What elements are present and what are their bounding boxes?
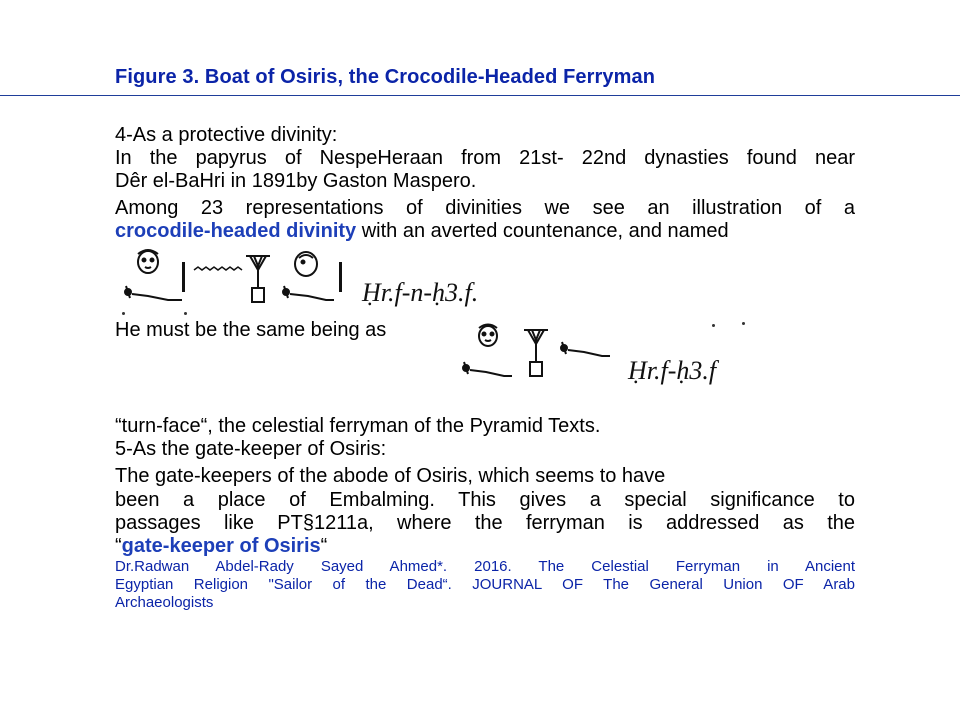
body-line: In the papyrus of NespeHeraan from 21st- 22nd dynasties found near xyxy=(115,147,855,169)
body-line: Among 23 representations of divinities we see an illustration of a xyxy=(115,197,855,219)
body-text: with an averted countenance, and named xyxy=(356,220,729,242)
reference-citation: Dr.Radwan Abdel-Rady Sayed Ahmed*. 2016. The Celestial Ferryman in Ancient xyxy=(115,558,855,575)
papyrus-hieroglyph-icon xyxy=(246,256,270,302)
stroke-hieroglyph-icon xyxy=(182,262,185,292)
face-hieroglyph-icon xyxy=(479,325,497,347)
reference-citation: Archaeologists xyxy=(115,594,214,611)
title-divider xyxy=(0,95,960,96)
reference-citation: Egyptian Religion "Sailor of the Dead“. JOURNAL OF The General Union OF Arab xyxy=(115,576,855,593)
body-line: passages like PT§1211a, where the ferryman is addressed as the xyxy=(115,512,855,534)
papyrus-hieroglyph-icon xyxy=(524,330,548,376)
body-line: been a place of Embalming. This gives a special significance to xyxy=(115,489,855,511)
water-hieroglyph-icon xyxy=(194,267,242,270)
speck-mark xyxy=(712,324,715,327)
body-line xyxy=(115,535,855,558)
highlight-crocodile-headed-divinity: crocodile-headed divinity xyxy=(115,220,357,242)
lying-figure-hieroglyph-icon xyxy=(125,286,182,300)
speck-mark xyxy=(742,322,745,325)
figure-title: Figure 3. Boat of Osiris, the Crocodile-Headed Ferryman xyxy=(115,66,656,88)
body-line: “turn-face“, the celestial ferryman of the Pyramid Texts. xyxy=(115,415,601,437)
lying-figure-hieroglyph-icon xyxy=(463,362,512,376)
open-quote: “ xyxy=(115,535,122,557)
body-line: He must be the same being as xyxy=(115,319,387,341)
speck-mark xyxy=(184,312,187,315)
lying-figure-hieroglyph-icon xyxy=(561,342,610,356)
section-heading-gatekeeper: 5-As the gate-keeper of Osiris: xyxy=(115,438,387,460)
close-quote: “ xyxy=(320,535,328,557)
lying-figure-hieroglyph-icon xyxy=(283,286,334,300)
speck-mark xyxy=(122,312,125,315)
body-line: Dêr el-BaHri in 1891by Gaston Maspero. xyxy=(115,170,477,192)
section-heading-protective: 4-As a protective divinity: xyxy=(115,124,338,146)
transliteration-1: Ḥr.f-n-ḥ3.f. xyxy=(362,278,479,307)
transliteration-2: Ḥr.f-ḥ3.f xyxy=(628,356,717,385)
averted-head-hieroglyph-icon xyxy=(295,252,317,276)
hieroglyph-group-2-image xyxy=(452,322,627,386)
stroke-hieroglyph-icon xyxy=(339,262,342,292)
hieroglyph-group-1-image xyxy=(118,248,358,314)
body-line xyxy=(115,220,855,243)
body-line: The gate-keepers of the abode of Osiris, which seems to have xyxy=(115,465,666,487)
highlight-gate-keeper-of-osiris: gate-keeper of Osiris xyxy=(121,535,321,557)
face-hieroglyph-icon xyxy=(138,250,158,273)
